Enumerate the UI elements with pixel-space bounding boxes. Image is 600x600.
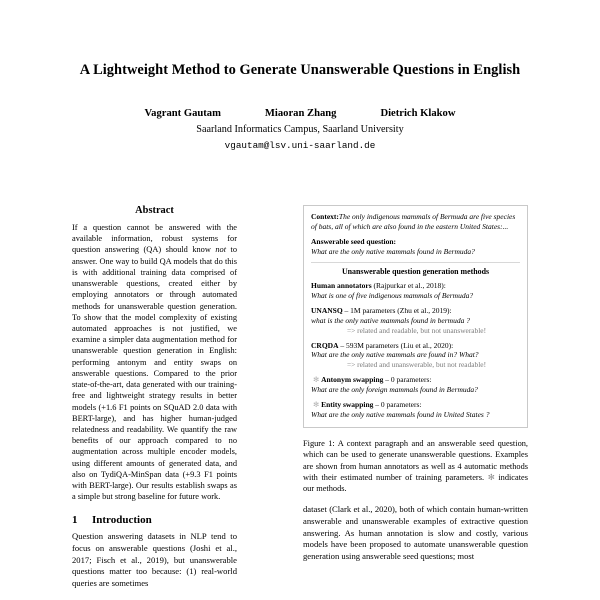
method-name: CRQDA — [311, 340, 339, 350]
abstract-part-1: If a question cannot be answered with the available information, robust systems for question answering (QA) should know — [72, 223, 237, 255]
method-meta: – 0 parameters: — [383, 375, 432, 385]
method-header — [311, 341, 520, 351]
method-name: Human annotators — [311, 280, 372, 290]
author-name: Dietrich Klakow — [380, 108, 456, 119]
method-question: What is one of five indigenous mammals of Bermuda? — [311, 290, 474, 300]
method-meta: – 0 parameters: — [373, 400, 422, 410]
figure-divider — [311, 262, 520, 263]
section-number: 1 — [72, 514, 78, 527]
page-title: A Lightweight Method to Generate Unanswerable Questions in English — [79, 62, 521, 78]
figure-context-line — [311, 212, 520, 232]
method-header — [311, 306, 520, 316]
star-icon: ✻ — [313, 375, 320, 385]
context-label: Context: — [311, 212, 339, 221]
methods-heading: Unanswerable question generation methods — [341, 266, 490, 276]
figure-1-box — [303, 205, 528, 428]
method-header — [311, 400, 520, 410]
section-title: Introduction — [92, 514, 152, 527]
abstract-part-2: to answer. One way to build QA models that do this is with additional training data comprised of unanswerable questions, created either by employing annotators or through automated methods for unanswerable question generation. To show that the model complexity of existing automated approaches is not justified, we examine a simpler data augmentation method for unanswerable question generation in English: performing antonym and entity swaps on answerable questions. Compared to the prior state-of-the-art, data generated with our training-free and lightweight strategy results in better models (+1.6 F1 points on SQuAD 2.0 data with BERT-large), and has higher human-judged relatedness and readability. We quantify the raw benefits of our approach compared to no augmentation across multiple encoder models, using different amounts of generated data, and also on TydiQA-MinSpan data (+9.3 F1 points with BERT-large). Our results establish swaps as a simple but strong baseline for future work. — [72, 245, 237, 502]
abstract-heading: Abstract — [135, 205, 174, 216]
left-column — [72, 205, 237, 589]
caption-part-2: indicates our methods. — [303, 472, 528, 494]
right-column-paragraph: dataset (Clark et al., 2020), both of which contain human-written answerable and unanswerable examples of extractive question answering. As human annotation is slow and costly, various models have been proposed to automate unanswerable question generation using answerable seed questions; most — [303, 504, 528, 561]
method-meta: – 593M parameters (Liu et al., 2020): — [338, 340, 454, 350]
section-heading-introduction — [72, 514, 237, 526]
affiliation: Saarland Informatics Campus, Saarland University — [196, 124, 404, 135]
star-icon: ✻ — [313, 400, 320, 410]
author-list — [60, 108, 540, 119]
abstract-emphasis: not — [215, 245, 227, 255]
method-question: What are the only native mammals are found in? What? — [311, 350, 479, 360]
method-name: UNANSQ — [311, 305, 343, 315]
author-name: Vagrant Gautam — [144, 108, 221, 119]
method-header — [311, 281, 520, 291]
seed-question-label: Answerable seed question: — [311, 236, 397, 246]
method-meta: – 1M parameters (Zhu et al., 2019): — [342, 305, 452, 315]
caption-part-1: Figure 1: A context paragraph and an answerable seed question, which can be used to generate unanswerable questions. Examples are shown from human annotators as well as 4 automatic methods with their estimated number of training parameters. — [303, 439, 528, 482]
method-note: => related and unanswerable, but not readable! — [347, 360, 487, 370]
method-header — [311, 375, 520, 385]
method-name: Entity swapping — [321, 400, 374, 410]
abstract-text — [72, 222, 237, 502]
seed-question-text: What are the only native mammals found in Bermuda? — [311, 246, 475, 256]
caption-star-icon: ✻ — [487, 472, 495, 482]
method-note: => related and readable, but not unanswerable! — [347, 325, 487, 335]
method-question: what is the only native mammals found in bermuda ? — [311, 315, 470, 325]
method-name: Antonym swapping — [321, 375, 384, 385]
method-meta: (Rajpurkar et al., 2018): — [371, 280, 446, 290]
method-question: What are the only foreign mammals found in Bermuda? — [311, 385, 478, 395]
author-name: Miaoran Zhang — [264, 108, 337, 119]
context-text: The only indigenous mammals of Bermuda are five species of bats, all of which are also found in the eastern United States:... — [311, 212, 516, 231]
right-column — [303, 205, 528, 562]
method-question: What are the only native mammals found in United States ? — [311, 410, 490, 420]
figure-caption — [303, 438, 528, 494]
introduction-paragraph: Question answering datasets in NLP tend to focus on answerable questions (Joshi et al., 2017; Fisch et al., 2019), but unanswerable questions matter too because: (1) real-world queries are sometimes — [72, 531, 237, 588]
contact-email: vgautam@lsv.uni-saarland.de — [224, 140, 376, 151]
